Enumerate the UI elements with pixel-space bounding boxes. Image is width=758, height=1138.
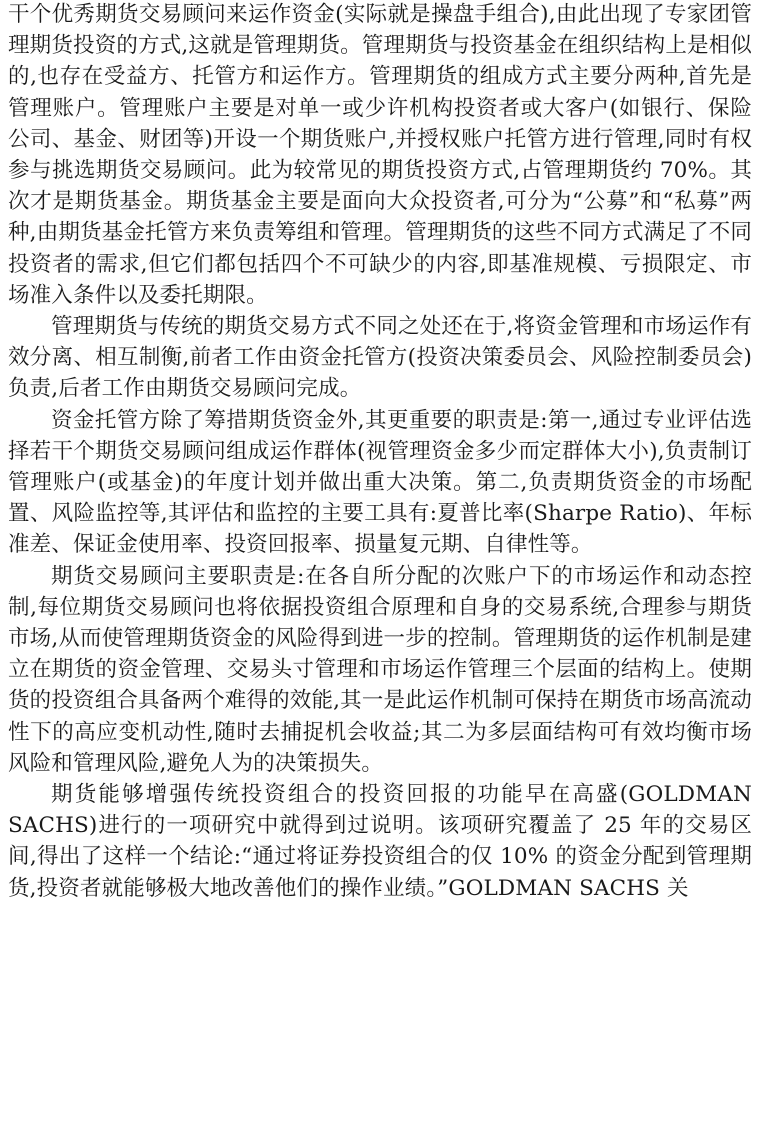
paragraph-3: 资金托管方除了筹措期货资金外,其更重要的职责是:第一,通过专业评估选择若干个期货交易顾问组成运作群体(视管理资金多少而定群体大小),负责制订管理账户(或基金)的年度计划并做出重大决策。第二,负责期货资金的市场配置、风险监控等,其评估和监控的主要工具有:夏普比率(Sharpe Ratio)、年标准差、保证金使用率、投资回报率、损量复元期、自律性等。 xyxy=(8,407,752,558)
paragraph-1: 干个优秀期货交易顾问来运作资金(实际就是操盘手组合),由此出现了专家团管理期货投资的方式,这就是管理期货。管理期货与投资基金在组织结构上是相似的,也存在受益方、托管方和运作方。管理期货的组成方式主要分两种,首先是管理账户。管理账户主要是对单一或少许机构投资者或大客户(如银行、保险公司、基金、财团等)开设一个期货账户,并授权账户托管方进行管理,同时有权参与挑选期货交易顾问。此为较常见的期货投资方式,占管理期货约 70%。其次才是期货基金。期货基金主要是面向大众投资者,可分为“公募”和“私募”两种,由期货基金托管方来负责筹组和管理。管理期货的这些不同方式满足了不同投资者的需求,但它们都包括四个不可缺少的内容,即基准规模、亏损限定、市场准入条件以及委托期限。 xyxy=(8,2,752,308)
paragraph-5: 期货能够增强传统投资组合的投资回报的功能早在高盛(GOLDMAN SACHS)进行的一项研究中就得到过说明。该项研究覆盖了 25 年的交易区间,得出了这样一个结论:“通过将证券投资组合的仅 10% 的资金分配到管理期货,投资者就能够极大地改善他们的操作业绩。”GOLDMAN SACHS 关 xyxy=(8,782,752,901)
paragraph-4: 期货交易顾问主要职责是:在各自所分配的次账户下的市场运作和动态控制,每位期货交易顾问也将依据投资组合原理和自身的交易系统,合理参与期货市场,从而使管理期货资金的风险得到进一步的控制。管理期货的运作机制是建立在期货的资金管理、交易头寸管理和市场运作管理三个层面的结构上。使期货的投资组合具备两个难得的效能,其一是此运作机制可保持在期货市场高流动性下的高应变机动性,随时去捕捉机会收益;其二为多层面结构可有效均衡市场风险和管理风险,避免人为的决策损失。 xyxy=(8,563,752,776)
document-page xyxy=(8,0,752,1138)
paragraph-2: 管理期货与传统的期货交易方式不同之处还在于,将资金管理和市场运作有效分离、相互制衡,前者工作由资金托管方(投资决策委员会、风险控制委员会)负责,后者工作由期货交易顾问完成。 xyxy=(8,314,752,402)
